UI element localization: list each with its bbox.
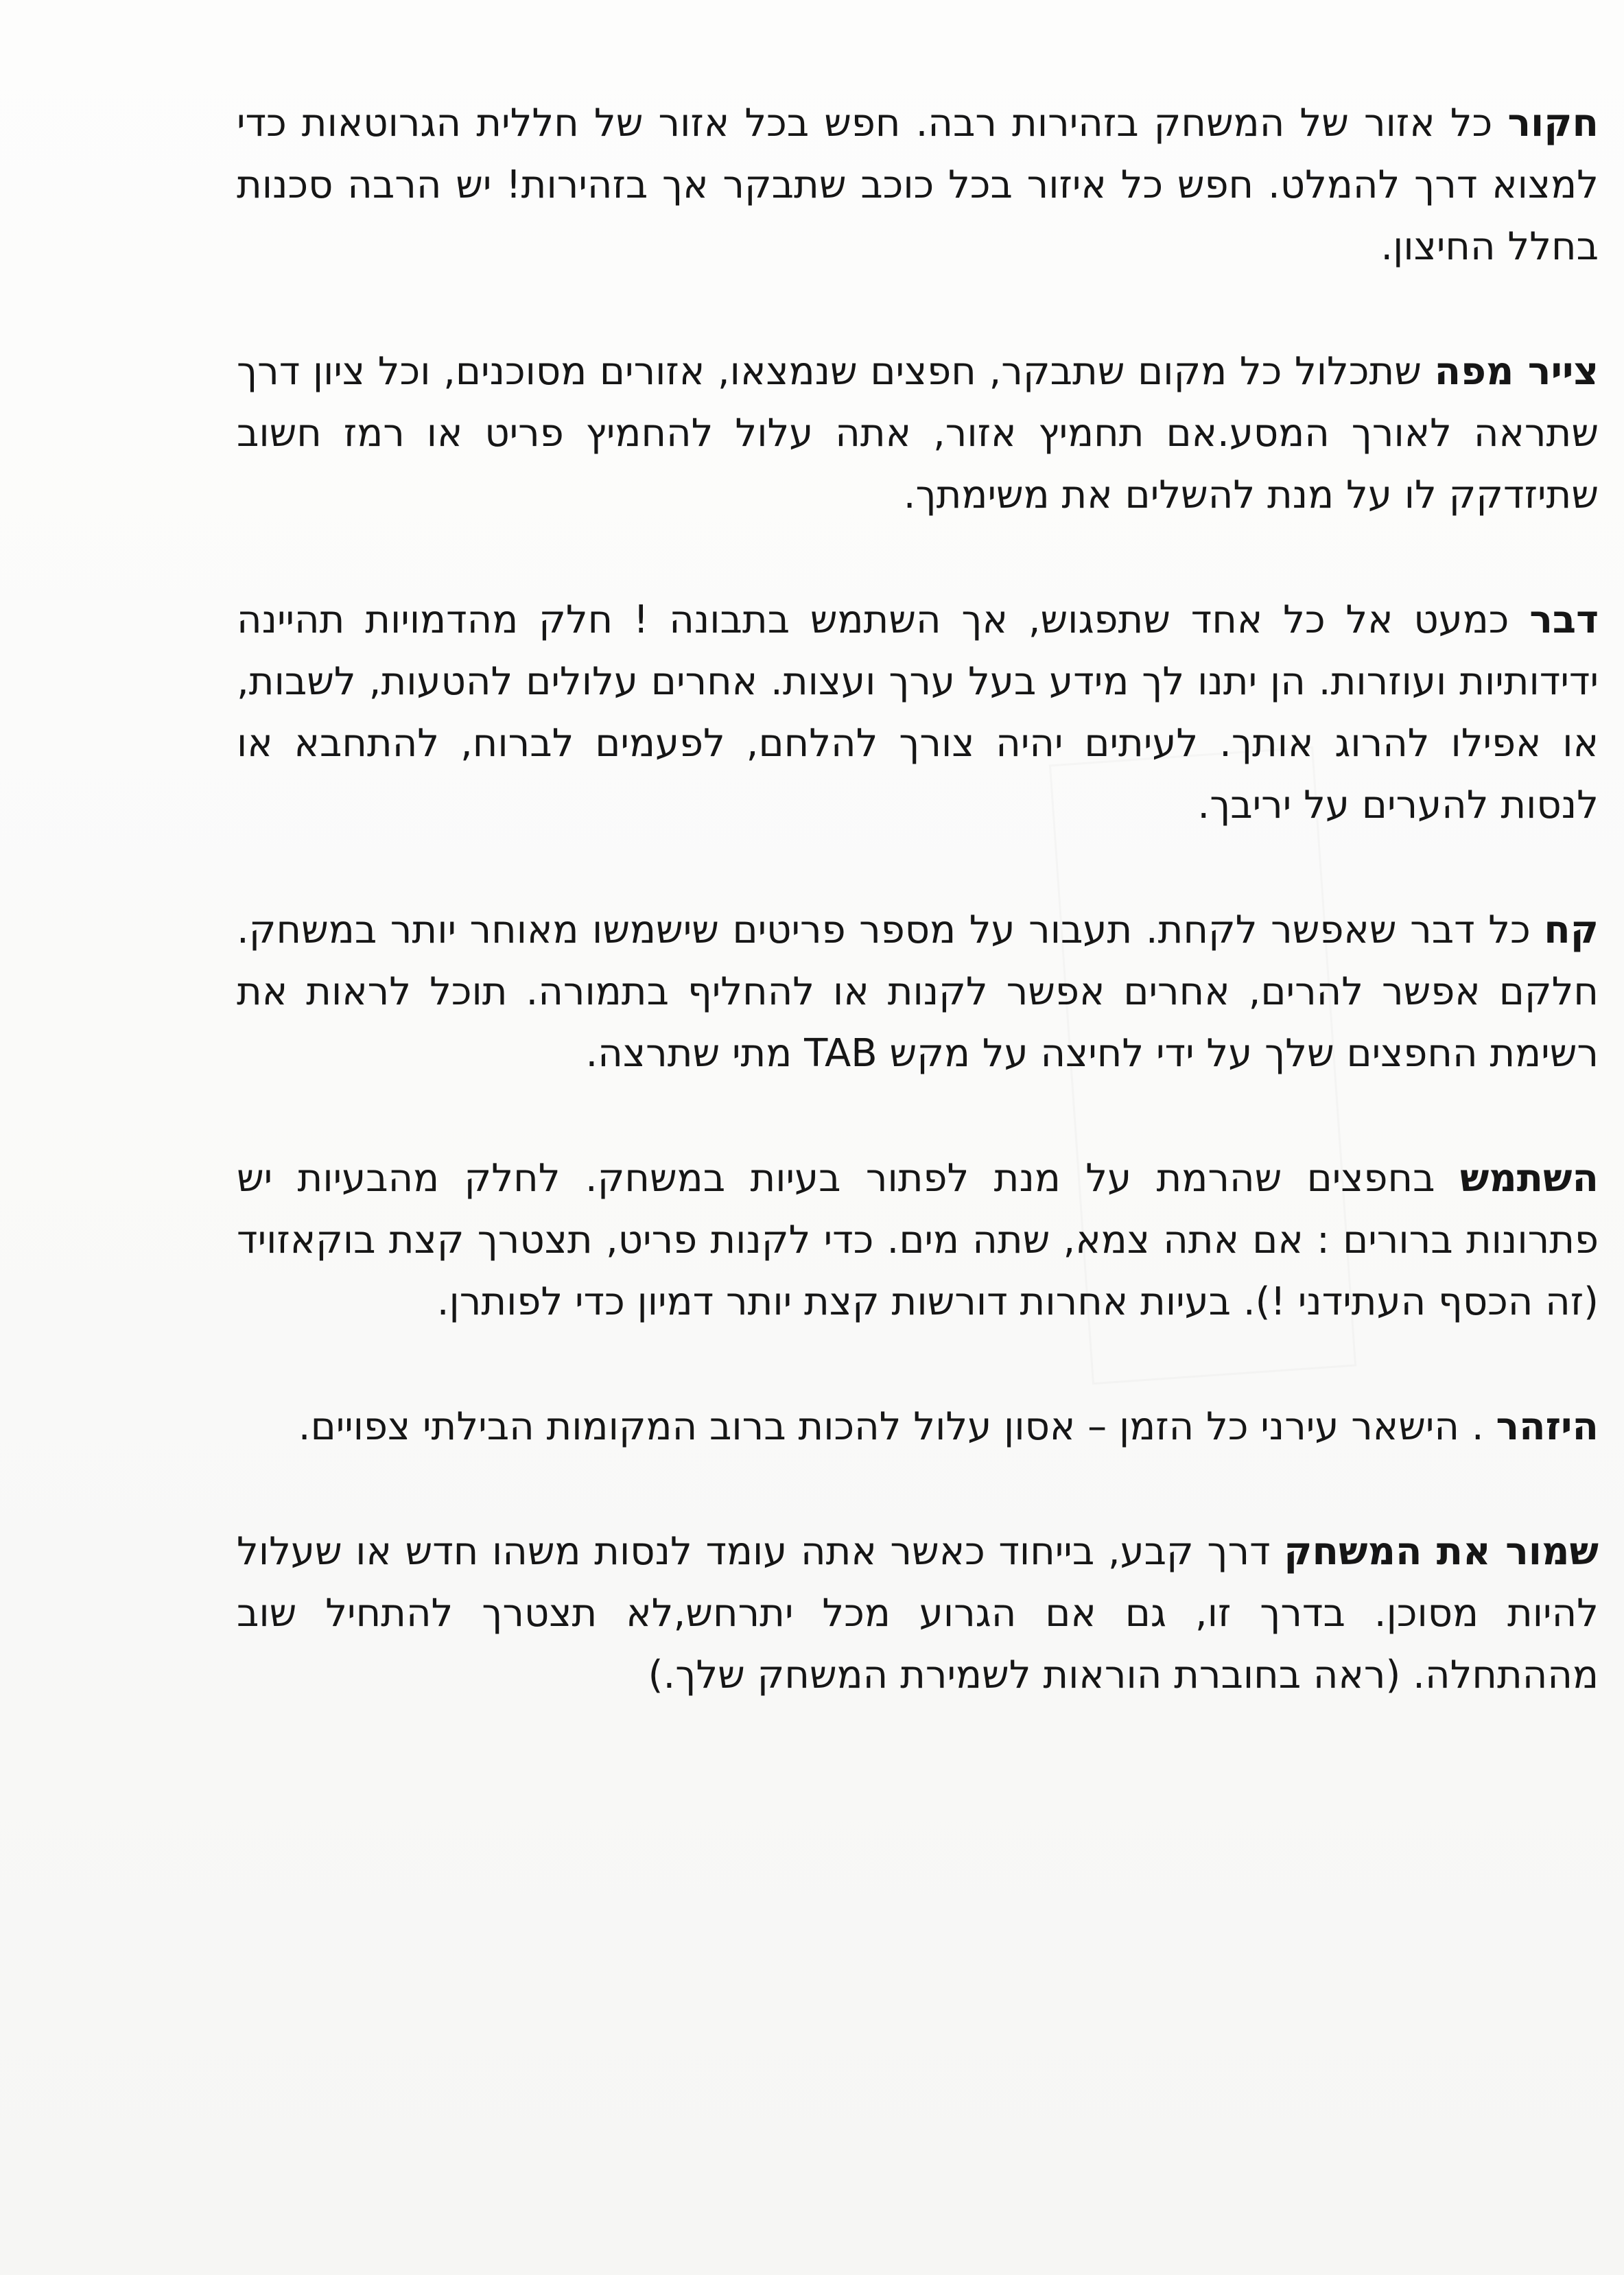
instructions-text [237,93,1599,1706]
paragraph-save-game [237,1521,1599,1706]
paragraph-text: כל דבר שאפשר לקחת. תעבור על מספר פריטים שישמשו מאוחר יותר במשחק. חלקם אפשר להרים, אחרים אפשר לקנות או להחליף בתמורה. תוכל לראות את רשימת החפצים שלך על ידי לחיצה על מקש TAB מתי שתרצה. [237,908,1599,1076]
paragraph-take [237,899,1599,1085]
paragraph-text: דרך קבע, בייחוד כאשר אתה עומד לנסות משהו חדש או שעלול להיות מסוכן. בדרך זו, גם אם הגרוע מכל יתרחש,לא תצטרך להתחיל שוב מההתחלה. (ראה בחוברת הוראות לשמירת המשחק שלך.) [237,1529,1599,1697]
paragraph-text: כמעט אל כל אחד שתפגוש, אך השתמש בתבונה ! חלק מהדמויות תהיינה ידידותיות ועוזרות. הן יתנו לך מידע בעל ערך ועצות. אחרים עלולים להטעות, לשבות, או אפילו להרוג אותך. לעיתים יהיה צורך להלחם, לפעמים לברוח, להתחבא או לנסות להערים על יריבך. [237,598,1599,827]
paragraph-explore [237,93,1599,278]
keyword-save-game: שמור את המשחק [1284,1529,1599,1574]
paragraph-text: בחפצים שהרמת על מנת לפתור בעיות במשחק. לחלק מהבעיות יש פתרונות ברורים : אם אתה צמא, שתה מים. כדי לקנות פריט, תצטרך קצת בוקאזויד (זה הכסף העתידני !). בעיות אחרות דורשות קצת יותר דמיון כדי לפותרן. [237,1156,1599,1324]
keyword-beware: היזהר [1496,1404,1599,1449]
paragraph-use [237,1148,1599,1333]
keyword-explore: חקור [1507,101,1599,145]
paragraph-text: כל אזור של המשחק בזהירות רבה. חפש בכל אזור של חללית הגרוטאות כדי למצוא דרך להמלט. חפש כל איזור בכל כוכב שתבקר אך בזהירות! יש הרבה סכנות בחלל החיצון. [237,101,1599,269]
paragraph-talk [237,589,1599,836]
paragraph-text: שתכלול כל מקום שתבקר, חפצים שנמצאו, אזורים מסוכנים, וכל ציון דרך שתראה לאורך המסע.אם תחמיץ אזור, אתה עלול להחמיץ פריט או רמז חשוב שתיזדקק לו על מנת להשלים את משימתך. [237,349,1599,517]
keyword-take: קח [1544,908,1599,952]
paragraph-text: . הישאר עירני כל הזמן – אסון עלול להכות ברוב המקומות הבילתי צפויים. [298,1404,1496,1449]
paragraph-draw-map [237,341,1599,526]
keyword-use: השתמש [1459,1156,1599,1201]
paragraph-beware [237,1396,1599,1458]
keyword-draw-map: צייר מפה [1434,349,1599,394]
keyword-talk: דבר [1529,598,1599,642]
